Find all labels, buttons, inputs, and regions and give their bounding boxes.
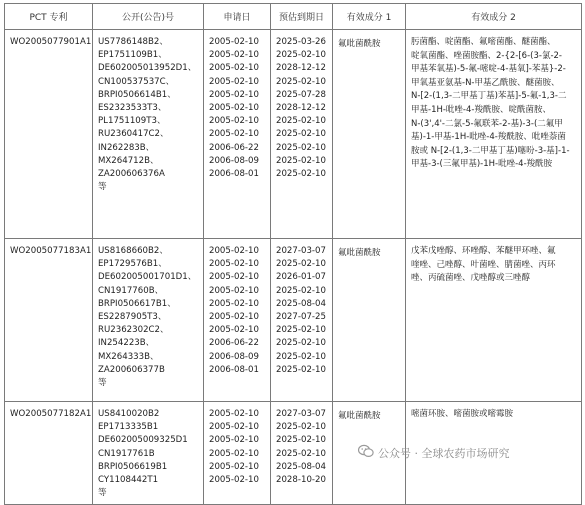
- wechat-icon: [358, 444, 374, 461]
- filing-date: 2005-02-10: [209, 298, 259, 309]
- pct-number-cell: WO2005077901A1: [5, 30, 93, 239]
- filing-date: 2005-02-10: [209, 89, 259, 100]
- ingredient-2-line: 戊苯戊唑醇、环唑醇、苯醚甲环唑、氟: [411, 246, 556, 256]
- publication-number: ZA200606377B: [98, 364, 165, 375]
- expiry-date: 2025-02-10: [276, 285, 326, 296]
- expiry-date-cell: [271, 30, 333, 239]
- filing-date: 2006-08-09: [209, 155, 259, 166]
- ingredient-2-line: 啶氧菌酯、唑菌胺酯、2-{2-[6-(3-氯-2-: [411, 50, 562, 61]
- filing-date: 2005-02-10: [209, 259, 259, 270]
- publication-number: BRPI0506619B1: [98, 461, 168, 472]
- ingredient-2-line: N-(3',4'-二氯-5-氟联苯-2-基)-3-(二氟甲: [411, 118, 563, 129]
- expiry-date: 2027-03-07: [276, 246, 326, 256]
- expiry-date: 2025-02-10: [276, 448, 326, 459]
- header-pct: PCT 专利: [5, 4, 93, 30]
- filing-date: 2005-02-10: [209, 461, 259, 472]
- filing-date: 2006-08-01: [209, 364, 259, 375]
- filing-date-cell: [204, 30, 271, 239]
- publication-number: EP1751109B1、: [98, 50, 167, 61]
- publication-number: DE602005013952D1、: [98, 63, 197, 74]
- filing-date: 2006-06-22: [209, 338, 259, 349]
- filing-date: 2005-02-10: [209, 312, 259, 323]
- publication-number: ES2287905T3、: [98, 312, 167, 323]
- ingredient-1-cell: 氟吡菌酰胺: [333, 30, 406, 239]
- publication-number: CN100537537C、: [98, 76, 175, 87]
- publication-number: 等: [98, 378, 107, 389]
- ingredient-2-line: 甲基-3-(三氟甲基)-1H-吡唑-4-羧酰胺: [411, 159, 553, 170]
- publication-number: 等: [98, 488, 107, 499]
- expiry-date: 2025-02-10: [276, 116, 326, 127]
- filing-date-cell: [204, 402, 271, 505]
- ingredient-2-cell: [406, 30, 582, 239]
- expiry-date: 2025-02-10: [276, 169, 326, 180]
- header-ingredient-2: 有效成分 2: [406, 4, 582, 30]
- expiry-date: 2025-02-10: [276, 129, 326, 140]
- table-row: [5, 239, 582, 402]
- expiry-date: 2026-01-07: [276, 272, 326, 283]
- expiry-date: 2025-02-10: [276, 142, 326, 153]
- ingredient-2-line: 基)-1-甲基-1H-吡唑-4-羧酰胺、吡唑萘菌: [411, 132, 566, 143]
- expiry-date: 2025-02-10: [276, 422, 326, 433]
- filing-date: 2005-02-10: [209, 435, 259, 446]
- table-row: [5, 30, 582, 239]
- publication-number: EP1729576B1、: [98, 259, 167, 270]
- ingredient-2-line: 甲基-1H-吡唑-4-羧酰胺、啶酰菌胺、: [411, 104, 551, 115]
- filing-date: 2006-08-01: [209, 169, 259, 180]
- table-header-row: [5, 4, 582, 30]
- publication-number: 等: [98, 182, 107, 193]
- pct-number-cell: WO2005077182A1: [5, 402, 93, 505]
- ingredient-2-line: 嘧菌环胺、嘧菌胺或嘧霉胺: [411, 409, 514, 419]
- publication-number: CN1917760B、: [98, 285, 164, 296]
- filing-date: 2005-02-10: [209, 37, 259, 47]
- expiry-date: 2028-12-12: [276, 103, 326, 114]
- publication-number: CN1917761B: [98, 448, 155, 459]
- filing-date: 2005-02-10: [209, 422, 259, 433]
- expiry-date: 2025-08-04: [276, 298, 326, 309]
- publication-number: DE602005009325D1: [98, 435, 188, 446]
- expiry-date: 2025-02-10: [276, 50, 326, 61]
- publication-number: BRPI0506614B1、: [98, 89, 176, 100]
- ingredient-1-cell: 氟吡菌酰胺: [333, 239, 406, 402]
- expiry-date-cell: [271, 239, 333, 402]
- ingredient-2-cell: [406, 239, 582, 402]
- publication-number: ZA200606376A: [98, 169, 165, 180]
- expiry-date: 2025-02-10: [276, 155, 326, 166]
- ingredient-2-line: N-[2-(1,3-二甲基丁基)苯基]-5-氟-1,3-二: [411, 91, 567, 102]
- filing-date: 2005-02-10: [209, 325, 259, 336]
- expiry-date-cell: [271, 402, 333, 505]
- filing-date: 2006-08-09: [209, 351, 259, 362]
- expiry-date: 2028-12-12: [276, 63, 326, 74]
- expiry-date: 2025-08-04: [276, 461, 326, 472]
- filing-date: 2005-02-10: [209, 129, 259, 140]
- expiry-date: 2025-07-28: [276, 89, 326, 100]
- expiry-date: 2025-02-10: [276, 351, 326, 362]
- ingredient-1-cell: 氟吡菌酰胺: [333, 402, 406, 505]
- ingredient-2-line: 肟菌酯、啶菌酯、氟嘧菌酯、醚菌酯、: [411, 37, 556, 47]
- publication-number: BRPI0506617B1、: [98, 298, 176, 309]
- publication-cell: [93, 402, 204, 505]
- ingredient-2-line: 唑、丙硫菌唑、戊唑醇或三唑醇: [411, 273, 531, 284]
- publication-number: IN254223B、: [98, 338, 155, 349]
- publication-number: IN262283B、: [98, 142, 155, 153]
- filing-date-cell: [204, 239, 271, 402]
- ingredient-2-line: 喹唑、己唑醇、叶菌唑、腈菌唑、丙环: [411, 259, 556, 270]
- header-expiry-date: 预估到期日: [271, 4, 333, 30]
- publication-cell: [93, 30, 204, 239]
- filing-date: 2005-02-10: [209, 272, 259, 283]
- header-ingredient-1: 有效成分 1: [333, 4, 406, 30]
- publication-number: CY1108442T1: [98, 475, 159, 486]
- expiry-date: 2025-02-10: [276, 76, 326, 87]
- filing-date: 2005-02-10: [209, 475, 259, 486]
- header-publication: 公开(公告)号: [93, 4, 204, 30]
- expiry-date: 2025-02-10: [276, 259, 326, 270]
- ingredient-2-line: 胺或 N-[2-(1,3-二甲基丁基)噻吩-3-基]-1-: [411, 145, 570, 156]
- filing-date: 2005-02-10: [209, 448, 259, 459]
- publication-number: RU2360417C2、: [98, 129, 169, 140]
- filing-date: 2005-02-10: [209, 409, 259, 419]
- publication-number: DE602005001701D1、: [98, 272, 197, 283]
- ingredient-2-line: 甲氧基亚氨基-N-甲基乙酰胺、醚菌胺、: [411, 77, 560, 88]
- publication-cell: [93, 239, 204, 402]
- publication-number: RU2362302C2、: [98, 325, 169, 336]
- filing-date: 2005-02-10: [209, 285, 259, 296]
- expiry-date: 2027-07-25: [276, 312, 326, 323]
- filing-date: 2005-02-10: [209, 50, 259, 61]
- pct-number-cell: WO2005077183A1: [5, 239, 93, 402]
- expiry-date: 2028-10-20: [276, 475, 326, 486]
- patent-table: [4, 3, 582, 505]
- publication-number: US8410020B2: [98, 409, 160, 419]
- publication-number: US8168660B2、: [98, 246, 168, 256]
- expiry-date: 2025-03-26: [276, 37, 326, 47]
- header-filing-date: 申请日: [204, 4, 271, 30]
- watermark: [358, 444, 510, 461]
- watermark-text: 公众号 · 全球农药市场研究: [378, 446, 510, 460]
- publication-number: MX264333B、: [98, 351, 159, 362]
- expiry-date: 2027-03-07: [276, 409, 326, 419]
- publication-number: PL1751109T3、: [98, 116, 166, 127]
- filing-date: 2005-02-10: [209, 63, 259, 74]
- publication-number: MX264712B、: [98, 155, 159, 166]
- expiry-date: 2025-02-10: [276, 364, 326, 375]
- expiry-date: 2025-02-10: [276, 435, 326, 446]
- expiry-date: 2025-02-10: [276, 325, 326, 336]
- filing-date: 2006-06-22: [209, 142, 259, 153]
- publication-number: US7786148B2、: [98, 37, 168, 47]
- filing-date: 2005-02-10: [209, 103, 259, 114]
- publication-number: EP1713335B1: [98, 422, 159, 433]
- ingredient-2-line: 甲基苯氧基)-5-氟-嘧啶-4-基氧]-苯基}-2-: [411, 64, 566, 75]
- expiry-date: 2025-02-10: [276, 338, 326, 349]
- publication-number: ES2323533T3、: [98, 103, 167, 114]
- filing-date: 2005-02-10: [209, 76, 259, 87]
- filing-date: 2005-02-10: [209, 116, 259, 127]
- filing-date: 2005-02-10: [209, 246, 259, 256]
